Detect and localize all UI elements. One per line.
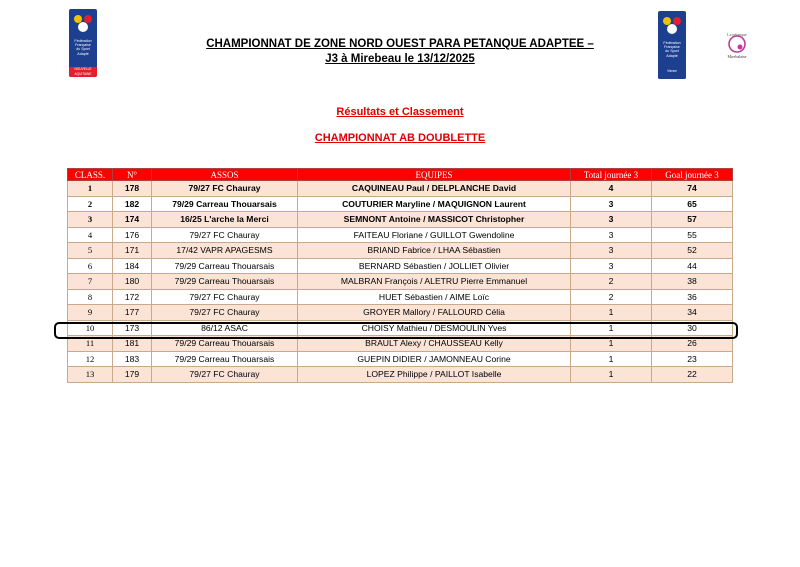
cell-class: 7 bbox=[68, 274, 113, 290]
cell-goal: 57 bbox=[652, 212, 733, 228]
cell-assos: 86/12 ASAC bbox=[152, 320, 298, 336]
cell-total: 4 bbox=[571, 181, 652, 197]
cell-goal: 30 bbox=[652, 320, 733, 336]
cell-class: 2 bbox=[68, 196, 113, 212]
cell-class: 1 bbox=[68, 181, 113, 197]
cell-goal: 36 bbox=[652, 289, 733, 305]
table-row bbox=[68, 289, 733, 305]
title-line-2: J3 à Mirebeau le 13/12/2025 bbox=[325, 53, 475, 65]
cell-assos: 79/29 Carreau Thouarsais bbox=[152, 274, 298, 290]
cell-class: 10 bbox=[68, 320, 113, 336]
table-row bbox=[68, 351, 733, 367]
cell-equipes: MALBRAN François / ALETRU Pierre Emmanuel bbox=[298, 274, 571, 290]
ffsa-band: Vienne bbox=[658, 69, 686, 79]
title-line-1: CHAMPIONNAT DE ZONE NORD OUEST PARA PETANQUE ADAPTEE – bbox=[206, 38, 594, 50]
cell-number: 172 bbox=[113, 289, 152, 305]
cell-equipes: FAITEAU Floriane / GUILLOT Gwendoline bbox=[298, 227, 571, 243]
table-header-row bbox=[68, 169, 733, 181]
cell-equipes: BRAULT Alexy / CHAUSSEAU Kelly bbox=[298, 336, 571, 352]
table-row bbox=[68, 181, 733, 197]
cell-class: 12 bbox=[68, 351, 113, 367]
table-row bbox=[68, 243, 733, 259]
cell-assos: 16/25 L'arche la Merci bbox=[152, 212, 298, 228]
ffsa-band: NOUVELLE AQUITAINE bbox=[69, 67, 97, 77]
category-title: CHAMPIONNAT AB DOUBLETTE bbox=[314, 132, 486, 144]
cell-number: 173 bbox=[113, 320, 152, 336]
table-row bbox=[68, 196, 733, 212]
ffsa-logo-left bbox=[69, 9, 97, 77]
cell-number: 174 bbox=[113, 212, 152, 228]
cell-assos: 79/27 FC Chauray bbox=[152, 227, 298, 243]
cell-number: 184 bbox=[113, 258, 152, 274]
cell-equipes: CAQUINEAU Paul / DELPLANCHE David bbox=[298, 181, 571, 197]
cell-class: 9 bbox=[68, 305, 113, 321]
col-header-equipes: EQUIPES bbox=[298, 169, 571, 181]
cell-goal: 52 bbox=[652, 243, 733, 259]
table-row bbox=[68, 212, 733, 228]
cell-equipes: GROYER Mallory / FALLOURD Célia bbox=[298, 305, 571, 321]
cell-number: 182 bbox=[113, 196, 152, 212]
table-row bbox=[68, 227, 733, 243]
cell-equipes: HUET Sébastien / AIME Loïc bbox=[298, 289, 571, 305]
cell-goal: 22 bbox=[652, 367, 733, 383]
cell-assos: 79/27 FC Chauray bbox=[152, 289, 298, 305]
cell-total: 1 bbox=[571, 336, 652, 352]
table-row bbox=[68, 305, 733, 321]
cell-equipes: GUEPIN DIDIER / JAMONNEAU Corine bbox=[298, 351, 571, 367]
cell-number: 176 bbox=[113, 227, 152, 243]
table-row bbox=[68, 258, 733, 274]
cell-total: 3 bbox=[571, 212, 652, 228]
cell-total: 1 bbox=[571, 320, 652, 336]
cell-equipes: COUTURIER Maryline / MAQUIGNON Laurent bbox=[298, 196, 571, 212]
ffsa-emblem-icon bbox=[72, 11, 94, 35]
cell-total: 1 bbox=[571, 351, 652, 367]
col-header-number: N° bbox=[113, 169, 152, 181]
cell-number: 183 bbox=[113, 351, 152, 367]
cell-class: 8 bbox=[68, 289, 113, 305]
cell-goal: 65 bbox=[652, 196, 733, 212]
cell-number: 180 bbox=[113, 274, 152, 290]
col-header-goal: Goal journée 3 bbox=[652, 169, 733, 181]
cell-class: 4 bbox=[68, 227, 113, 243]
cell-total: 2 bbox=[571, 289, 652, 305]
cell-assos: 79/27 FC Chauray bbox=[152, 305, 298, 321]
col-header-total: Total journée 3 bbox=[571, 169, 652, 181]
cell-equipes: LOPEZ Philippe / PAILLOT Isabelle bbox=[298, 367, 571, 383]
cell-equipes: SEMNONT Antoine / MASSICOT Christopher bbox=[298, 212, 571, 228]
ffsa-logo-text: Fédération Française du Sport Adapté bbox=[663, 41, 681, 58]
petanque-ball-icon bbox=[722, 30, 752, 60]
row-highlight-box bbox=[54, 322, 738, 339]
cell-equipes: CHOISY Mathieu / DESMOULIN Yves bbox=[298, 320, 571, 336]
petanque-club-logo bbox=[722, 30, 752, 60]
cell-goal: 34 bbox=[652, 305, 733, 321]
cell-number: 181 bbox=[113, 336, 152, 352]
page-title bbox=[150, 37, 650, 67]
table-row bbox=[68, 367, 733, 383]
cell-class: 13 bbox=[68, 367, 113, 383]
cell-class: 5 bbox=[68, 243, 113, 259]
cell-number: 177 bbox=[113, 305, 152, 321]
cell-total: 1 bbox=[571, 367, 652, 383]
cell-total: 1 bbox=[571, 305, 652, 321]
cell-class: 6 bbox=[68, 258, 113, 274]
cell-number: 179 bbox=[113, 367, 152, 383]
cell-total: 3 bbox=[571, 196, 652, 212]
results-table bbox=[67, 168, 733, 383]
cell-number: 171 bbox=[113, 243, 152, 259]
cell-assos: 79/29 Carreau Thouarsais bbox=[152, 196, 298, 212]
cell-number: 178 bbox=[113, 181, 152, 197]
cell-total: 3 bbox=[571, 258, 652, 274]
cell-class: 11 bbox=[68, 336, 113, 352]
cell-total: 3 bbox=[571, 243, 652, 259]
svg-text:La pétanque: La pétanque bbox=[727, 32, 747, 37]
cell-goal: 38 bbox=[652, 274, 733, 290]
cell-total: 3 bbox=[571, 227, 652, 243]
cell-goal: 26 bbox=[652, 336, 733, 352]
cell-assos: 79/29 Carreau Thouarsais bbox=[152, 351, 298, 367]
ffsa-emblem-icon bbox=[661, 13, 683, 37]
col-header-assos: ASSOS bbox=[152, 169, 298, 181]
cell-goal: 55 bbox=[652, 227, 733, 243]
cell-assos: 79/29 Carreau Thouarsais bbox=[152, 336, 298, 352]
cell-total: 2 bbox=[571, 274, 652, 290]
table-row bbox=[68, 274, 733, 290]
cell-equipes: BERNARD Sébastien / JOLLIET Olivier bbox=[298, 258, 571, 274]
ffsa-logo-text: Fédération Française du Sport Adapté bbox=[74, 39, 92, 56]
ffsa-logo-right bbox=[658, 11, 686, 79]
cell-assos: 17/42 VAPR APAGESMS bbox=[152, 243, 298, 259]
svg-text:Mirebalaise: Mirebalaise bbox=[727, 54, 747, 59]
cell-assos: 79/29 Carreau Thouarsais bbox=[152, 258, 298, 274]
cell-assos: 79/27 FC Chauray bbox=[152, 367, 298, 383]
cell-goal: 44 bbox=[652, 258, 733, 274]
cell-assos: 79/27 FC Chauray bbox=[152, 181, 298, 197]
col-header-class: CLASS. bbox=[68, 169, 113, 181]
cell-class: 3 bbox=[68, 212, 113, 228]
cell-goal: 23 bbox=[652, 351, 733, 367]
results-title: Résultats et Classement bbox=[336, 106, 464, 118]
cell-goal: 74 bbox=[652, 181, 733, 197]
cell-equipes: BRIAND Fabrice / LHAA Sébastien bbox=[298, 243, 571, 259]
